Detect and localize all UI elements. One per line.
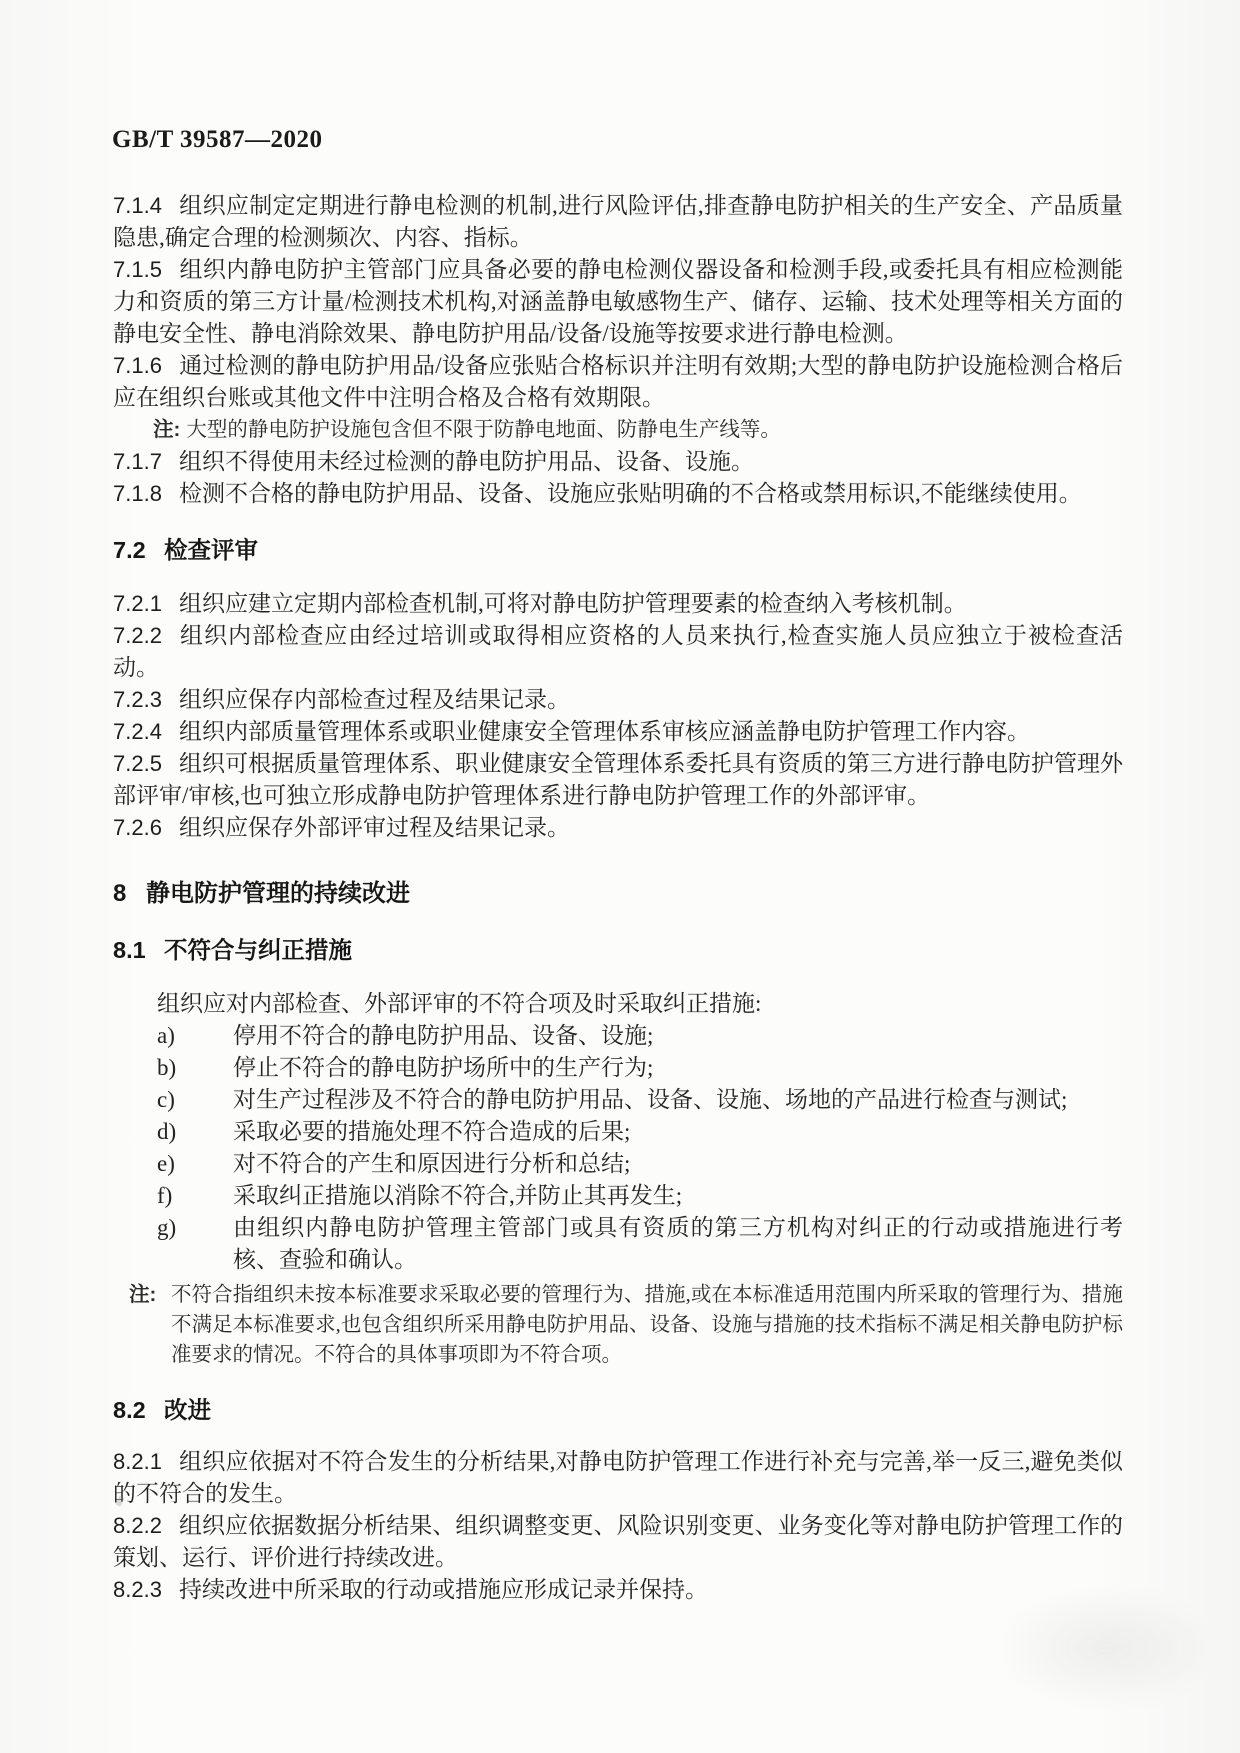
clause-text: 组织不得使用未经过检测的静电防护用品、设备、设施。 [179, 449, 754, 474]
list-marker: f) [157, 1183, 173, 1208]
section-number: 7.2 [113, 537, 146, 563]
chapter-title: 静电防护管理的持续改进 [146, 880, 410, 907]
clause-text: 组织内部检查应由经过培训或取得相应资格的人员来执行,检查实施人员应独立于被检查活动。 [113, 623, 1123, 680]
note-7-1-6 [113, 414, 1123, 446]
list-item [157, 1084, 1123, 1116]
clause-7-2-2 [113, 620, 1123, 684]
document-body [113, 190, 1123, 1606]
clause-7-1-5 [113, 254, 1123, 350]
section-heading-7-2 [113, 534, 1123, 566]
list-item [157, 1148, 1123, 1180]
section-heading-8-1 [113, 934, 1123, 966]
clause-number: 7.1.6 [113, 353, 162, 378]
note-label: 注: [129, 1283, 157, 1306]
chapter-heading-8 [113, 878, 1123, 910]
clause-8-2-1 [113, 1446, 1123, 1510]
chapter-number: 8 [113, 880, 127, 907]
list-item-text: 对不符合的产生和原因进行分析和总结; [233, 1151, 631, 1176]
list-marker: e) [157, 1151, 175, 1176]
clause-7-2-3 [113, 684, 1123, 716]
list-item [157, 1212, 1123, 1276]
clause-text: 组织应依据对不符合发生的分析结果,对静电防护管理工作进行补充与完善,举一反三,避免类似的不符合的发生。 [113, 1449, 1124, 1506]
list-marker: a) [157, 1023, 175, 1048]
note-8-1 [129, 1280, 1123, 1370]
list-item-text: 采取纠正措施以消除不符合,并防止其再发生; [233, 1183, 683, 1208]
clause-text: 组织应依据数据分析结果、组织调整变更、风险识别变更、业务变化等对静电防护管理工作的策划、运行、评价进行持续改进。 [113, 1513, 1123, 1570]
clause-number: 8.2.1 [113, 1449, 162, 1474]
clause-number: 7.1.8 [113, 481, 162, 506]
clause-text: 组织内静电防护主管部门应具备必要的静电检测仪器设备和检测手段,或委托具有相应检测能力和资质的第三方计量/检测技术机构,对涵盖静电敏感物生产、储存、运输、技术处理等相关方面的静电安全性、静电消除效果、静电防护用品/设备/设施等按要求进行静电检测。 [113, 257, 1123, 346]
clause-number: 8.2.3 [113, 1577, 162, 1602]
clause-number: 8.2.2 [113, 1513, 162, 1538]
clause-text: 组织可根据质量管理体系、职业健康安全管理体系委托具有资质的第三方进行静电防护管理外部评审/审核,也可独立形成静电防护管理体系进行静电防护管理工作的外部评审。 [113, 751, 1123, 808]
clause-number: 7.1.4 [113, 193, 162, 218]
section-title: 不符合与纠正措施 [164, 937, 352, 963]
clause-text: 组织应保存外部评审过程及结果记录。 [179, 815, 570, 840]
clause-number: 7.1.5 [113, 257, 162, 282]
clause-7-1-7 [113, 446, 1123, 478]
doc-number-header: GB/T 39587—2020 [112, 126, 323, 153]
clause-number: 7.2.2 [113, 623, 162, 648]
list-item-text: 对生产过程涉及不符合的静电防护用品、设备、设施、场地的产品进行检查与测试; [233, 1087, 1068, 1112]
section-title: 改进 [164, 1397, 211, 1423]
clause-number: 7.2.4 [113, 719, 162, 744]
clause-text: 组织应制定定期进行静电检测的机制,进行风险评估,排查静电防护相关的生产安全、产品质量隐患,确定合理的检测频次、内容、指标。 [113, 193, 1123, 250]
clause-7-2-5 [113, 748, 1123, 812]
clause-8-2-2 [113, 1510, 1123, 1574]
corrective-actions-intro: 组织应对内部检查、外部评审的不符合项及时采取纠正措施: [157, 991, 762, 1016]
clause-text: 组织应建立定期内部检查机制,可将对静电防护管理要素的检查纳入考核机制。 [179, 591, 967, 616]
clause-7-2-1 [113, 588, 1123, 620]
section-number: 8.2 [113, 1397, 146, 1423]
clause-number: 7.1.7 [113, 449, 162, 474]
note-text: 不符合指组织未按本标准要求采取必要的管理行为、措施,或在本标准适用范围内所采取的管理行为、措施不满足本标准要求,也包含组织所采用静电防护用品、设备、设施与措施的技术指标不满足相关静电防护标准要求的情况。不符合的具体事项即为不符合项。 [171, 1284, 1123, 1366]
clause-number: 7.2.6 [113, 815, 162, 840]
clause-7-2-4 [113, 716, 1123, 748]
corrective-actions-list [157, 1020, 1123, 1276]
section-title: 检查评审 [164, 537, 258, 563]
list-marker: b) [157, 1055, 177, 1080]
watermark-smudge [1000, 1588, 1210, 1708]
clause-7-1-4 [113, 190, 1123, 254]
clause-number: 7.2.3 [113, 687, 162, 712]
list-marker: g) [157, 1215, 177, 1240]
list-item-text: 采取必要的措施处理不符合造成的后果; [233, 1119, 631, 1144]
list-item [157, 1020, 1123, 1052]
list-marker: c) [157, 1087, 175, 1112]
clause-text: 检测不合格的静电防护用品、设备、设施应张贴明确的不合格或禁用标识,不能继续使用。 [179, 481, 1082, 506]
clause-number: 7.2.5 [113, 751, 162, 776]
list-item-text: 停用不符合的静电防护用品、设备、设施; [233, 1023, 654, 1048]
list-marker: d) [157, 1119, 177, 1144]
clause-text: 持续改进中所采取的行动或措施应形成记录并保持。 [179, 1577, 708, 1602]
clause-text: 组织内部质量管理体系或职业健康安全管理体系审核应涵盖静电防护管理工作内容。 [179, 719, 1030, 744]
clause-7-1-8 [113, 478, 1123, 510]
list-item [157, 1116, 1123, 1148]
list-item [157, 1052, 1123, 1084]
clause-8-2-3 [113, 1574, 1123, 1606]
clause-number: 7.2.1 [113, 591, 162, 616]
list-item [157, 1180, 1123, 1212]
section-number: 8.1 [113, 937, 146, 963]
clause-text: 通过检测的静电防护用品/设备应张贴合格标识并注明有效期;大型的静电防护设施检测合格后应在组织台账或其他文件中注明合格及合格有效期限。 [113, 353, 1123, 410]
list-item-text: 由组织内静电防护管理主管部门或具有资质的第三方机构对纠正的行动或措施进行考核、查验和确认。 [233, 1215, 1123, 1272]
clause-7-2-6 [113, 812, 1123, 844]
list-item-text: 停止不符合的静电防护场所中的生产行为; [233, 1055, 654, 1080]
clause-7-1-6 [113, 350, 1123, 414]
note-label: 注: [153, 418, 181, 441]
note-text: 大型的静电防护设施包含但不限于防静电地面、防静电生产线等。 [186, 419, 781, 441]
section-8-2 [113, 1394, 1123, 1606]
clause-text: 组织应保存内部检查过程及结果记录。 [179, 687, 570, 712]
section-heading-8-2 [113, 1394, 1123, 1426]
